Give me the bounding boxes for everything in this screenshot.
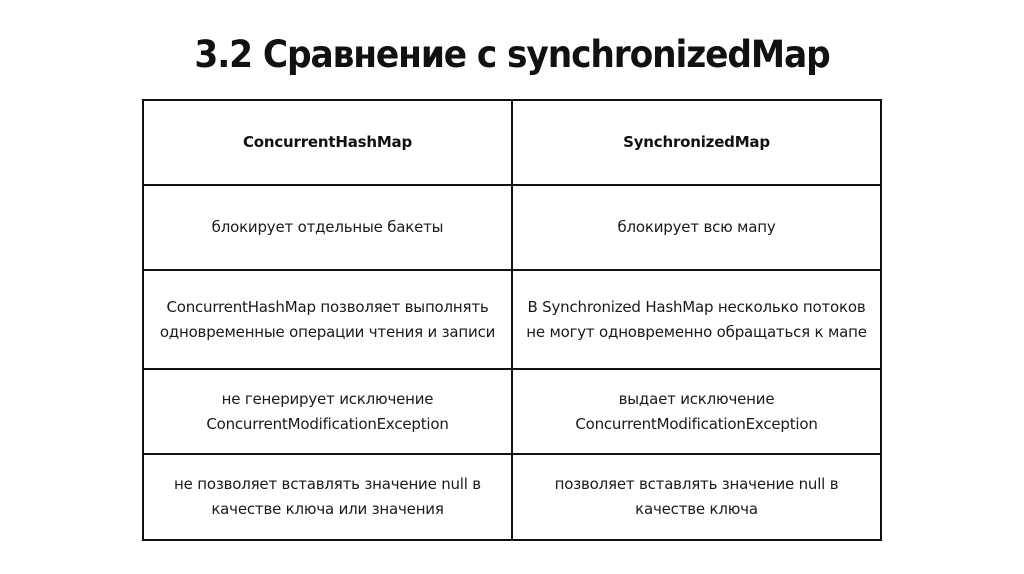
cell-null-chm: не позволяет вставлять значение null в качестве ключа или значения: [143, 454, 512, 540]
table-row: [143, 454, 881, 540]
table-row: [143, 185, 881, 270]
comparison-table: [142, 99, 882, 541]
cell-null-sm: позволяет вставлять значение null в качестве ключа: [512, 454, 881, 540]
table-row: [143, 270, 881, 369]
header-concurrenthashmap: ConcurrentHashMap: [143, 100, 512, 185]
slide-title: 3.2 Сравнение с synchronizedMap: [194, 32, 830, 76]
cell-concurrency-chm: ConcurrentHashMap позволяет выполнять одновременные операции чтения и записи: [143, 270, 512, 369]
cell-exception-chm: не генерирует исключение ConcurrentModificationException: [143, 369, 512, 454]
cell-locking-chm: блокирует отдельные бакеты: [143, 185, 512, 270]
header-synchronizedmap: SynchronizedMap: [512, 100, 881, 185]
cell-concurrency-sm: В Synchronized HashMap несколько потоков не могут одновременно обращаться к мапе: [512, 270, 881, 369]
cell-exception-sm: выдает исключение ConcurrentModificationException: [512, 369, 881, 454]
table-row: [143, 369, 881, 454]
cell-locking-sm: блокирует всю мапу: [512, 185, 881, 270]
table-header-row: [143, 100, 881, 185]
